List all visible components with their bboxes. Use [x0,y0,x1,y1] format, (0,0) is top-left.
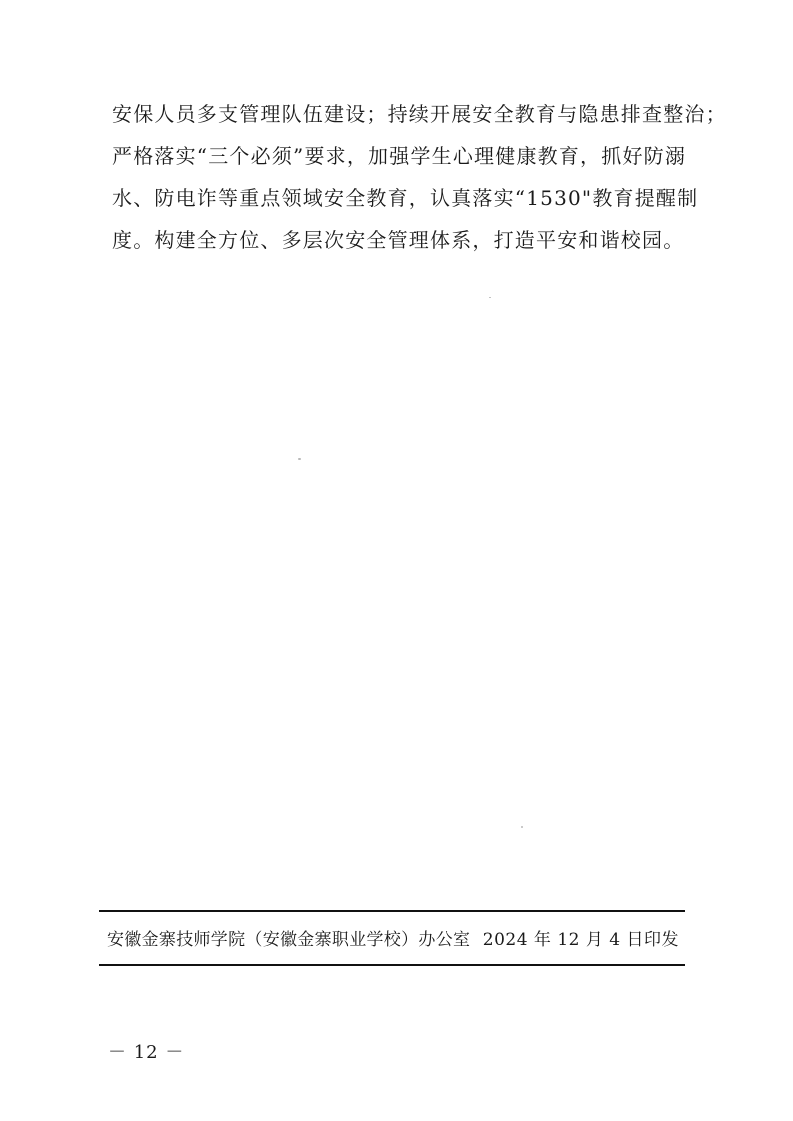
body-line-3: 水、防电诈等重点领域安全教育，认真落实“1530"教育提醒制 [112,186,699,210]
footer-imprint [107,928,679,952]
body-line-2: 严格落实“三个必须”要求，加强学生心理健康教育，抓好防溺 [112,144,687,168]
footer-bottom-rule [99,964,685,966]
issue-date: 2024 年 12 月 4 日印发 [482,930,679,950]
page-number: － 12 － [108,1042,185,1063]
footer-top-rule [99,910,685,912]
body-line-4: 度。构建全方位、多层次安全管理体系，打造平安和谐校园。 [112,228,685,252]
scan-speck [521,826,523,828]
scan-speck [298,458,301,460]
body-paragraph [112,102,727,272]
scan-speck [489,297,491,298]
body-line-1: 安保人员多支管理队伍建设；持续开展安全教育与隐患排查整治； [112,102,727,126]
issuer-office: 安徽金寨技师学院（安徽金寨职业学校）办公室 [107,930,471,950]
